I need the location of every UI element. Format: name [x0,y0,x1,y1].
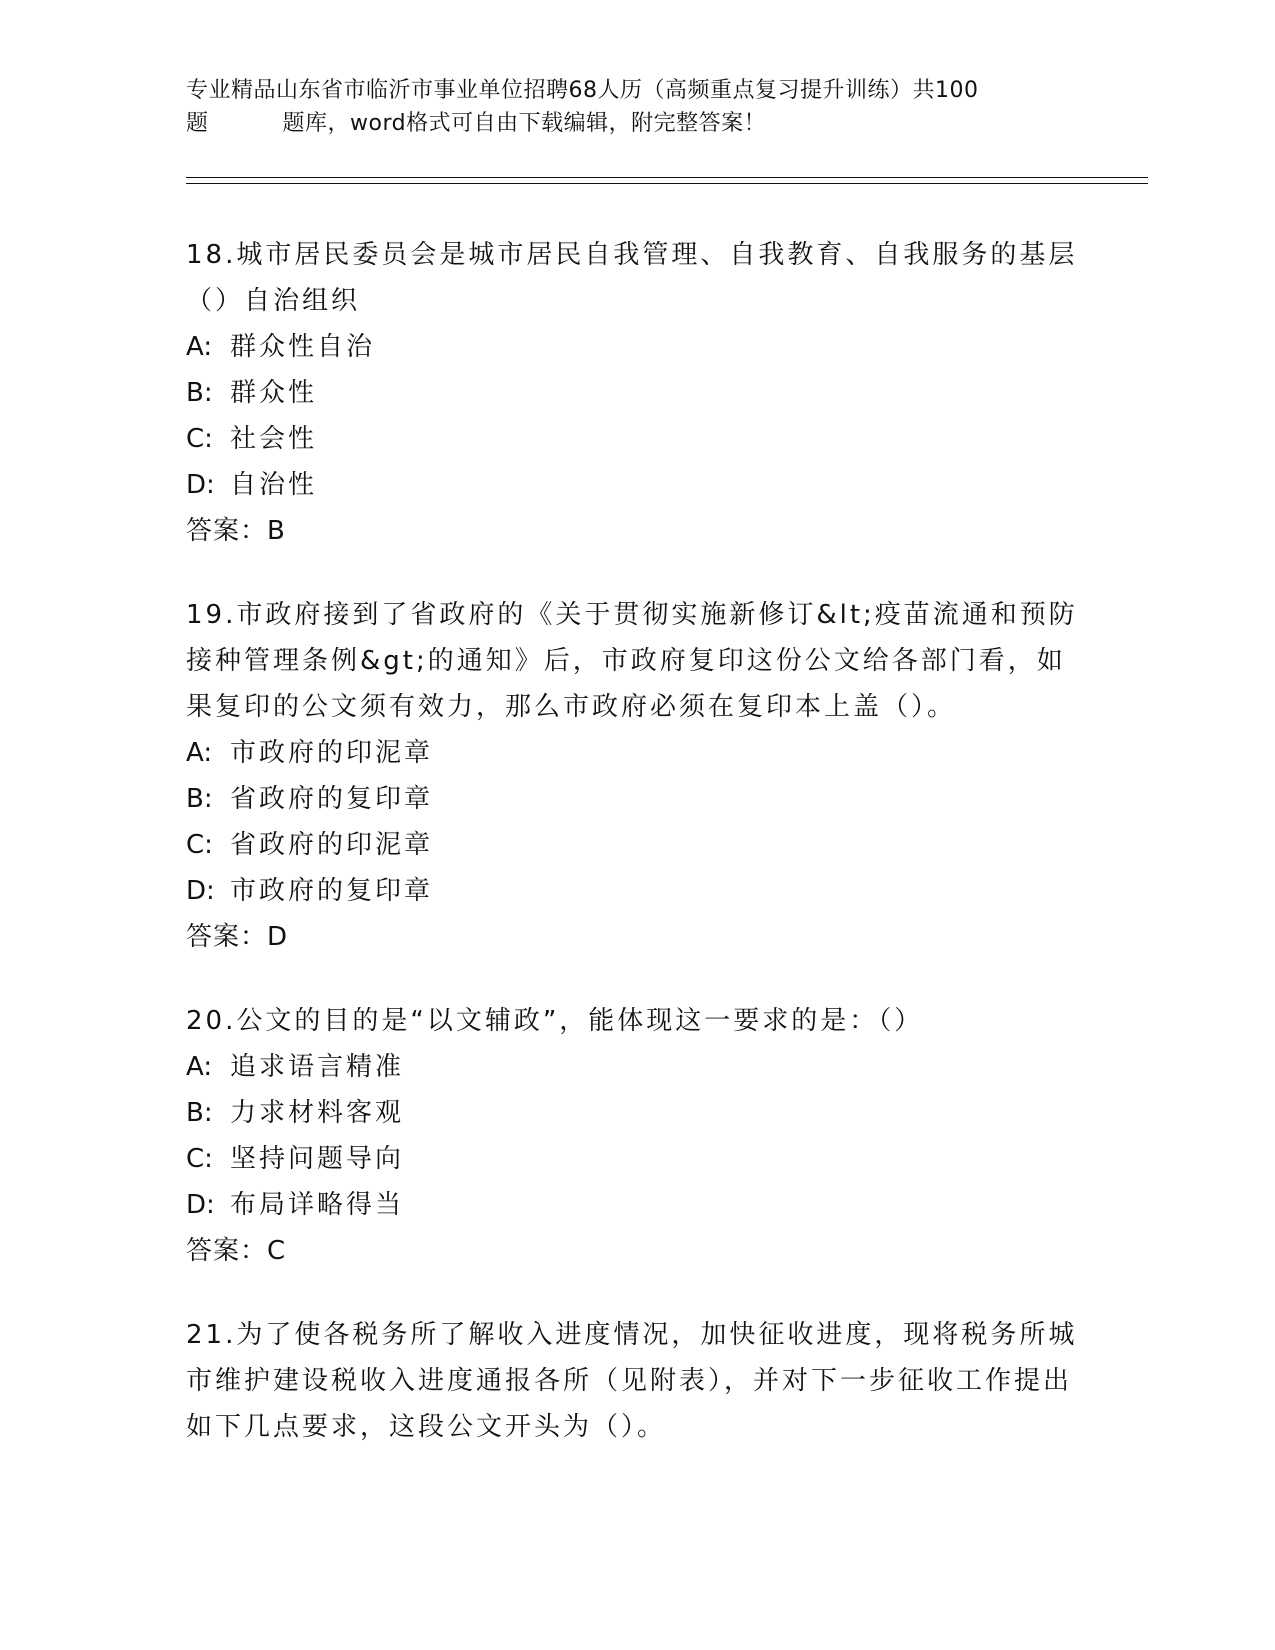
option-c [186,1136,1086,1182]
option-letter: A: [186,738,213,768]
option-letter: B: [186,378,213,408]
answer-text: 答案：C [186,1236,287,1266]
option-a [186,1044,1086,1090]
header-line2-left: 题 [186,111,209,136]
option-letter: A: [186,1052,213,1082]
question-list [186,232,1086,1488]
option-text: 社会性 [230,424,318,454]
question-20 [186,998,1086,1274]
option-letter: D: [186,470,215,500]
option-letter: B: [186,1098,213,1128]
option-text: 自治性 [230,470,318,500]
option-c [186,822,1086,868]
option-text: 省政府的印泥章 [230,830,434,860]
question-text: 19.市政府接到了省政府的《关于贯彻实施新修订&lt;疫苗流通和预防接种管理条例&gt;的通知》后，市政府复印这份公文给各部门看，如果复印的公文须有效力，那么市政府必须在复印本上盖（）。 [186,600,1078,722]
option-text: 群众性 [230,378,318,408]
question-text: 21.为了使各税务所了解收入进度情况，加快征收进度，现将税务所城市维护建设税收入进度通报各所（见附表），并对下一步征收工作提出如下几点要求，这段公文开头为（）。 [186,1320,1078,1442]
option-text: 群众性自治 [230,332,376,362]
option-a [186,730,1086,776]
header-line2-right: 题库，word格式可自由下载编辑，附完整答案！ [282,111,767,136]
option-text: 市政府的印泥章 [230,738,434,768]
option-text: 省政府的复印章 [230,784,434,814]
option-letter: D: [186,1190,215,1220]
option-b [186,776,1086,822]
answer-text: 答案：B [186,516,286,546]
question-19 [186,592,1086,960]
question-text: 18.城市居民委员会是城市居民自我管理、自我教育、自我服务的基层（）自治组织 [186,240,1078,316]
option-a [186,324,1086,370]
option-text: 市政府的复印章 [230,876,434,906]
option-d [186,868,1086,914]
option-letter: C: [186,424,213,454]
answer-text: 答案：D [186,922,289,952]
header-title-line2 [186,107,1086,140]
option-letter: A: [186,332,213,362]
document-header [186,74,1086,140]
option-letter: C: [186,1144,213,1174]
question-18 [186,232,1086,554]
header-divider-top [186,177,1148,178]
question-21 [186,1312,1086,1450]
option-text: 力求材料客观 [230,1098,405,1128]
header-title-line1: 专业精品山东省市临沂市事业单位招聘68人历（高频重点复习提升训练）共100 [186,78,979,103]
option-letter: C: [186,830,213,860]
option-c [186,416,1086,462]
option-d [186,462,1086,508]
option-d [186,1182,1086,1228]
header-divider-bottom [186,183,1148,184]
option-b [186,370,1086,416]
option-text: 追求语言精准 [230,1052,405,1082]
option-letter: B: [186,784,213,814]
option-b [186,1090,1086,1136]
option-text: 布局详略得当 [230,1190,405,1220]
option-letter: D: [186,876,215,906]
option-text: 坚持问题导向 [230,1144,405,1174]
question-text: 20.公文的目的是“以文辅政”，能体现这一要求的是：（） [186,1006,924,1036]
